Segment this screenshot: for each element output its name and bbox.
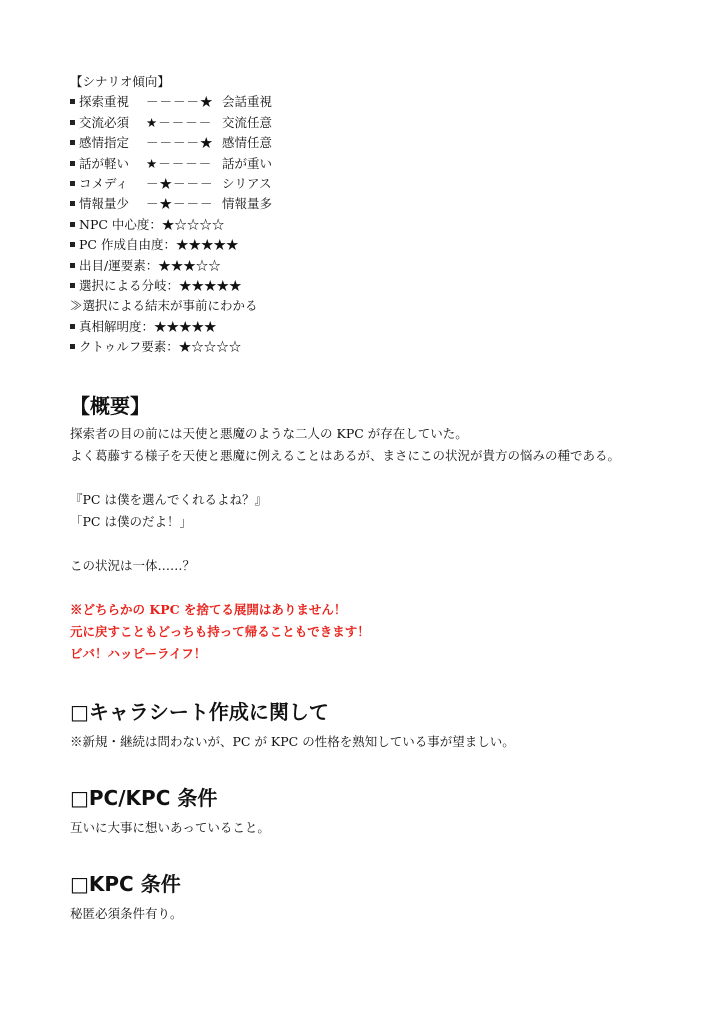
- tendency-scale-row: [70, 92, 670, 112]
- scale-right-label: シリアス: [222, 175, 272, 191]
- bullet-icon: [70, 242, 75, 247]
- scale-indicator: －－－－★: [146, 94, 214, 110]
- scale-right-label: 情報量多: [222, 196, 273, 212]
- scale-left-label: 交流必須: [79, 114, 130, 130]
- star-rating: ★★★★★: [154, 318, 217, 334]
- bullet-icon: [70, 140, 75, 145]
- tendency-heading: 【シナリオ傾向】: [70, 74, 170, 89]
- tendency-scale-row: [70, 113, 670, 133]
- scale-indicator: ★－－－－: [146, 155, 213, 171]
- overview-red-note: ビバ！ハッピーライフ！: [70, 646, 207, 662]
- bullet-icon: [70, 222, 75, 227]
- rating-row: [70, 276, 670, 296]
- scale-indicator: ★－－－－: [146, 114, 213, 130]
- rating-row: [70, 235, 670, 255]
- charsheet-section: [70, 699, 670, 753]
- overview-heading: 【概要】: [70, 394, 150, 419]
- scale-right-label: 話が重い: [222, 155, 273, 171]
- bullet-icon: [70, 201, 75, 206]
- bullet-icon: [70, 263, 75, 268]
- star-rating: ★★★☆☆: [158, 257, 221, 273]
- pckpc-text: 互いに大事に想いあっていること。: [70, 820, 270, 836]
- bullet-icon: [70, 120, 75, 125]
- tendency-scale-row: [70, 154, 670, 174]
- rating-label: 出目/運要素：: [79, 257, 159, 273]
- overview-quote: 「PC は僕のだよ！」: [70, 514, 192, 530]
- rating-label: 真相解明度：: [79, 318, 155, 334]
- rating-label: NPC 中心度：: [79, 216, 162, 232]
- rating-label: PC 作成自由度：: [79, 237, 176, 253]
- scale-left-label: 情報量少: [79, 196, 130, 212]
- tendency-scale-row: [70, 133, 670, 153]
- star-rating: ★★★★★: [179, 277, 242, 293]
- star-rating: ★☆☆☆☆: [161, 216, 225, 232]
- rating-label: 選択による分岐：: [79, 277, 180, 293]
- overview-line: この状況は一体……？: [70, 558, 196, 574]
- scale-indicator: －－－－★: [146, 135, 214, 151]
- scale-right-label: 会話重視: [222, 94, 273, 110]
- document-page: [70, 72, 670, 925]
- rating-row: [70, 215, 670, 235]
- overview-line: 探索者の目の前には天使と悪魔のような二人の KPC が存在していた。: [70, 426, 468, 442]
- bullet-icon: [70, 161, 75, 166]
- overview-quote: 『PC は僕を選んでくれるよね？』: [70, 492, 267, 508]
- tendency-note: ≫選択による結末が事前にわかる: [70, 298, 258, 314]
- pckpc-heading: □PC/KPC 条件: [70, 786, 218, 811]
- overview-red-note: 元に戻すこともどっちも持って帰ることもできます！: [70, 624, 370, 640]
- bullet-icon: [70, 99, 75, 104]
- scenario-tendency: [70, 72, 670, 357]
- overview-section: [70, 393, 670, 665]
- pckpc-section: [70, 785, 670, 839]
- charsheet-heading: □キャラシート作成に関して: [70, 700, 329, 725]
- bullet-icon: [70, 181, 75, 186]
- star-rating: ★☆☆☆☆: [178, 339, 242, 355]
- scale-indicator: －★－－－: [146, 175, 214, 191]
- bullet-icon: [70, 344, 75, 349]
- kpc-heading: □KPC 条件: [70, 872, 181, 897]
- kpc-text: 秘匿必須条件有り。: [70, 906, 183, 922]
- star-rating: ★★★★★: [175, 237, 239, 253]
- tendency-scale-row: [70, 194, 670, 214]
- bullet-icon: [70, 283, 75, 288]
- charsheet-text: ※新規・継続は問わないが、PC が KPC の性格を熟知している事が望ましい。: [70, 734, 515, 750]
- rating-row: [70, 337, 670, 357]
- scale-right-label: 交流任意: [222, 114, 273, 130]
- kpc-section: [70, 871, 670, 925]
- scale-indicator: －★－－－: [146, 196, 214, 212]
- scale-left-label: 探索重視: [79, 94, 130, 110]
- scale-left-label: コメディ: [79, 175, 129, 191]
- rating-row: [70, 256, 670, 276]
- scale-left-label: 話が軽い: [79, 155, 130, 171]
- tendency-scale-row: [70, 174, 670, 194]
- scale-right-label: 感情任意: [222, 135, 273, 151]
- bullet-icon: [70, 324, 75, 329]
- scale-left-label: 感情指定: [79, 135, 130, 151]
- rating-row: [70, 317, 670, 337]
- overview-line: よく葛藤する様子を天使と悪魔に例えることはあるが、まさにこの状況が貴方の悩みの種である。: [70, 448, 621, 464]
- overview-red-note: ※どちらかの KPC を捨てる展開はありません！: [70, 602, 347, 618]
- rating-label: クトゥルフ要素：: [79, 339, 179, 355]
